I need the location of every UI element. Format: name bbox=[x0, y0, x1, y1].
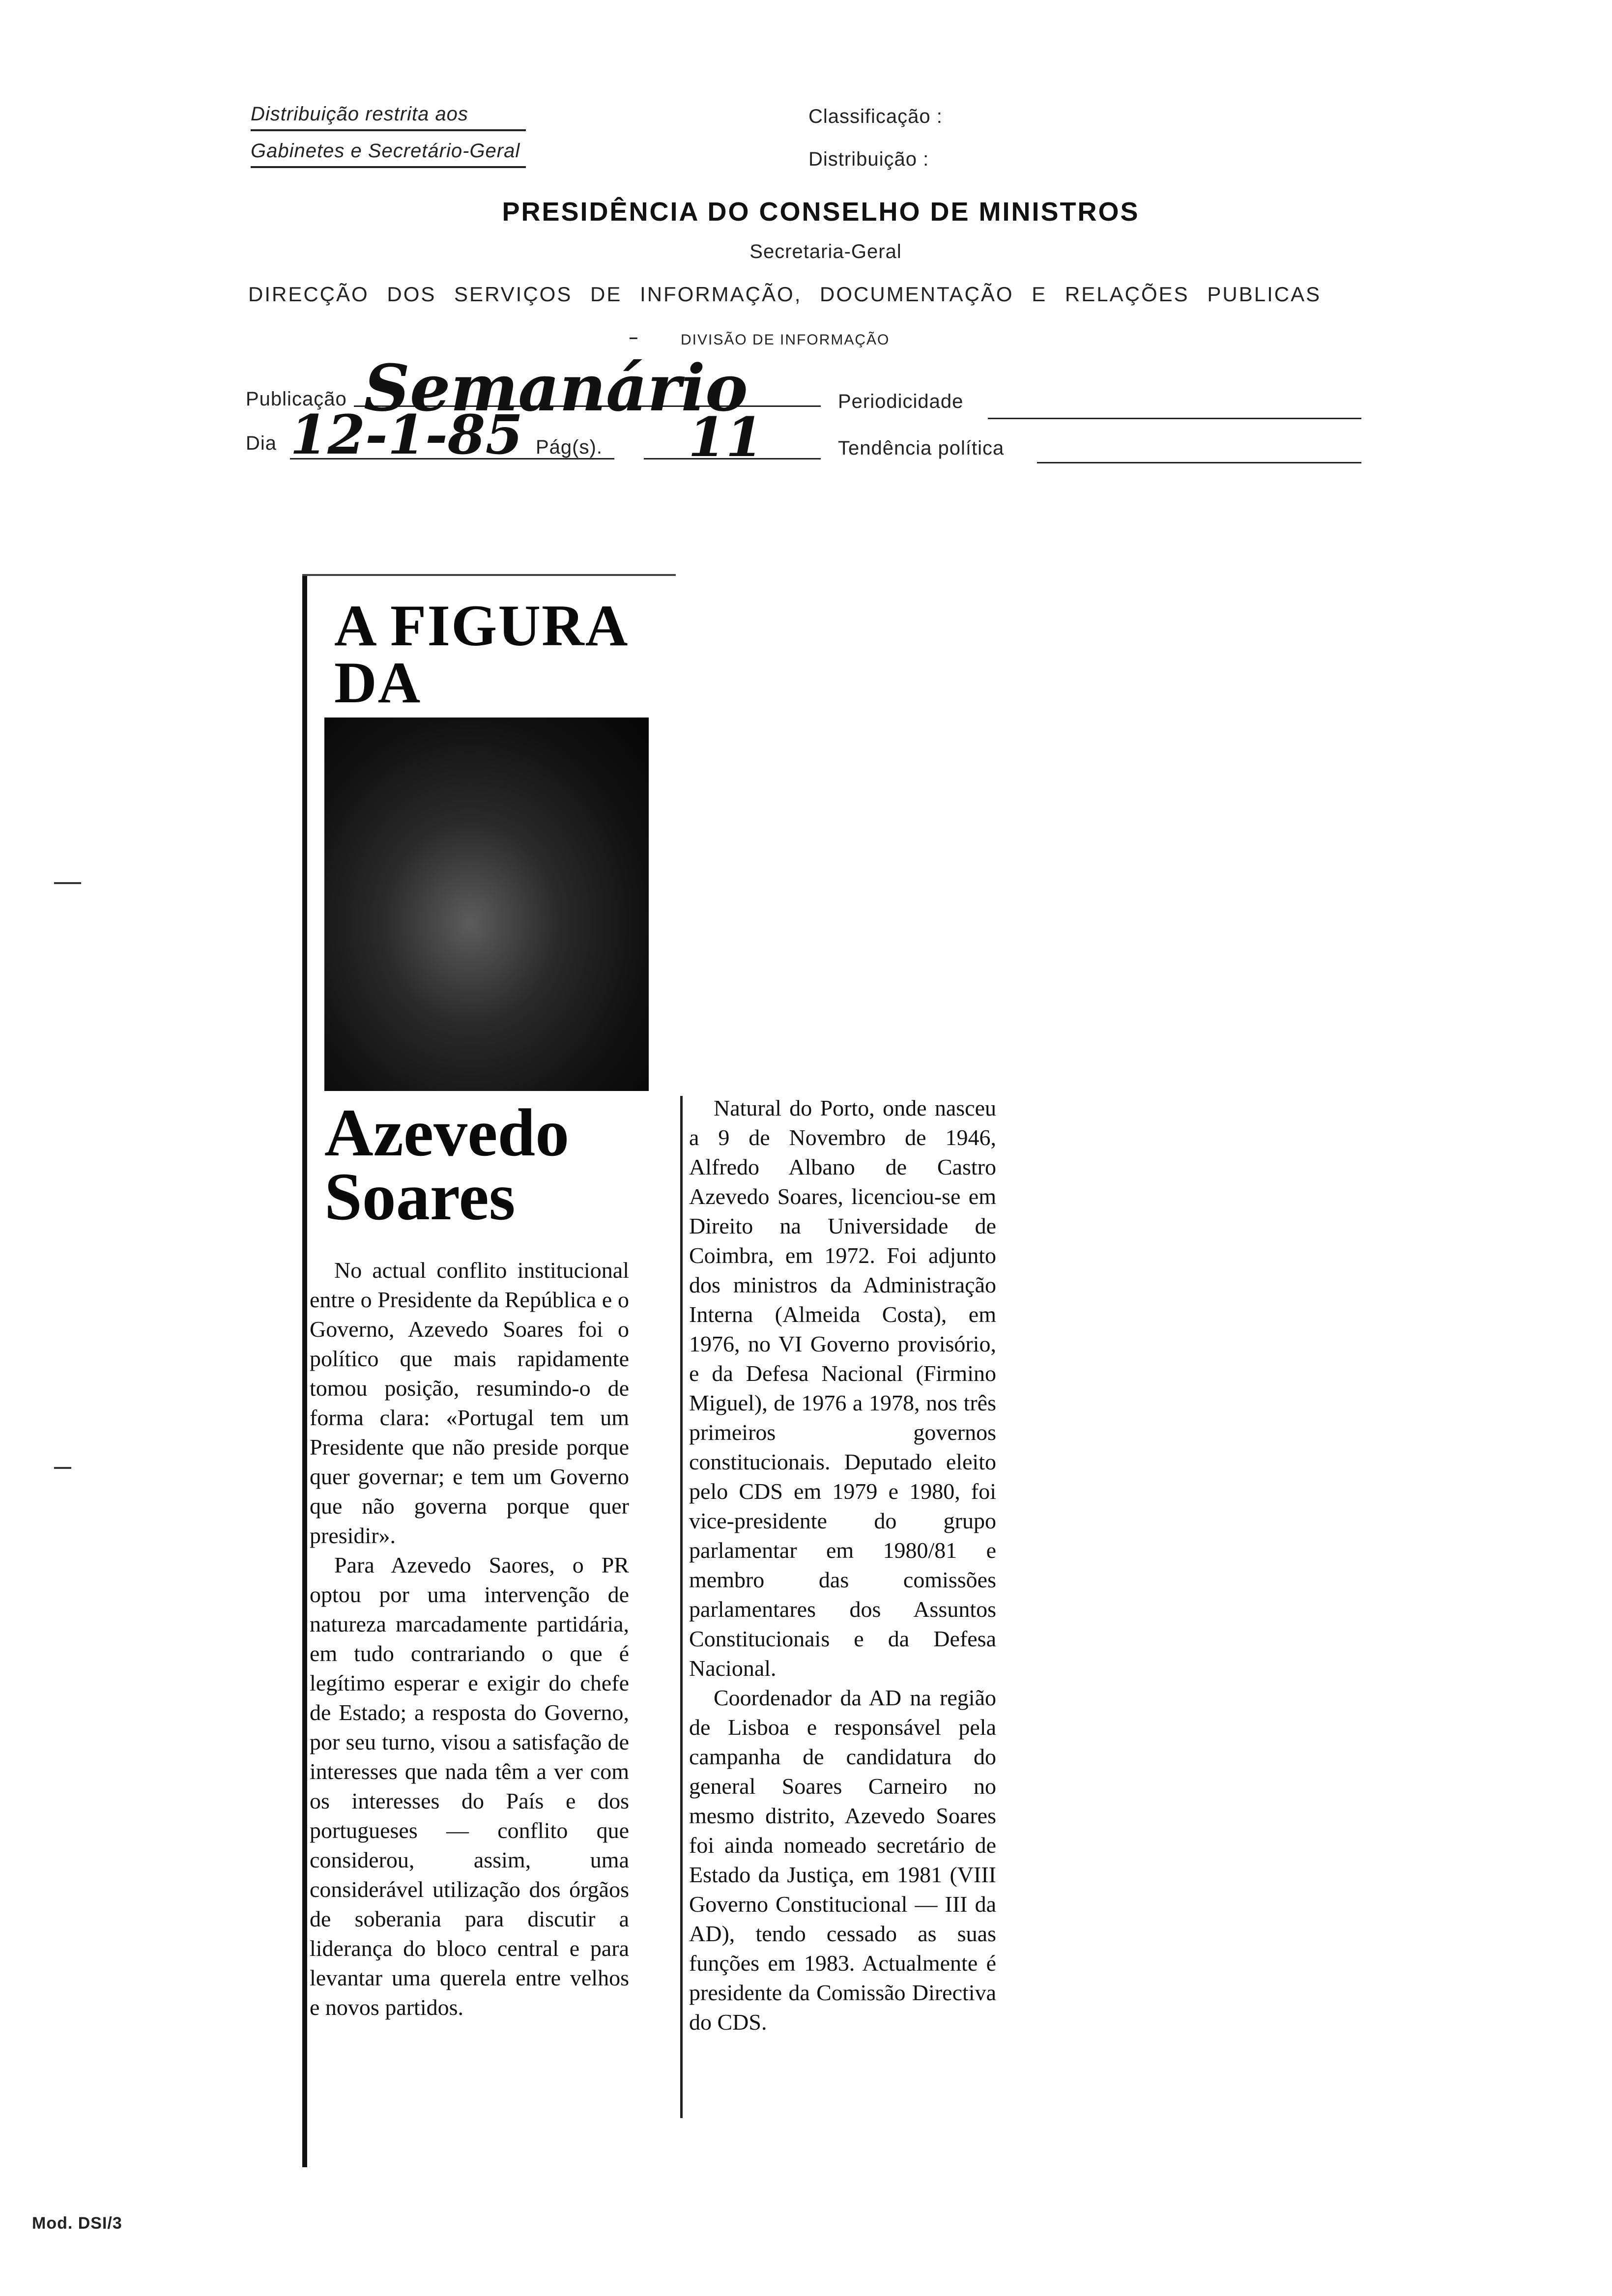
col2-paragraph-2: Coordenador da AD na região de Lisboa e responsável pela campanha de candidatura do general Soares Carneiro no mesmo distrito, Azevedo Soares foi ainda nomeado secretário de Estado da Justiça, em 1981 (VIII Governo Constitucional — III da AD), tendo cessado as suas funções em 1983. Actualmente é presidente da Comissão Directiva do CDS. bbox=[689, 1685, 996, 2035]
periodicidade-label: Periodicidade bbox=[838, 391, 964, 412]
section-title-line-1: A FIGURA bbox=[334, 593, 629, 658]
article-column-2 bbox=[689, 1093, 996, 2037]
col1-paragraph-1: No actual conflito institucional entre o Presidente da República e o Governo, Azevedo Soares foi o político que mais rapidamente tomou posição, resumindo-o de forma clara: «Portugal tem um Presidente que não preside porque quer governar; e tem um Governo que não governa porque quer presidir». bbox=[310, 1258, 629, 1548]
dash-mark: – bbox=[629, 328, 638, 346]
column-divider bbox=[680, 1096, 683, 2118]
dia-handwritten: 12-1-85 bbox=[290, 403, 523, 466]
col2-paragraph-1: Natural do Porto, onde nasceu a 9 de Novembro de 1946, Alfredo Albano de Castro Azevedo Soares, licenciou-se em Direito na Universidade de Coimbra, em 1972. Foi adjunto dos ministros da Administração Interna (Almeida Costa), em 1976, no VI Governo provisório, e da Defesa Nacional (Firmino Miguel), de 1976 a 1978, nos três primeiros governos constitucionais. Deputado eleito pelo CDS em 1979 e 1980, foi vice-presidente do grupo parlamentar em 1980/81 e membro das comissões parlamentares dos Assuntos Constitucionais e da Defesa Nacional. bbox=[689, 1095, 996, 1681]
tendencia-label: Tendência política bbox=[838, 437, 1005, 459]
distribution-note bbox=[251, 103, 526, 168]
pags-handwritten: 11 bbox=[688, 405, 764, 469]
margin-mark-1 bbox=[54, 882, 81, 884]
publicacao-handwritten: Semanário bbox=[364, 350, 748, 426]
org-subtitle: Secretaria-Geral bbox=[749, 241, 902, 262]
distribution-line-1: Distribuição restrita aos bbox=[251, 103, 526, 131]
clipping-top-edge bbox=[302, 574, 676, 576]
pags-label: Pág(s). bbox=[536, 436, 603, 458]
periodicidade-line bbox=[988, 418, 1361, 419]
headline-name-line-1: Azevedo bbox=[324, 1095, 570, 1170]
tendencia-line bbox=[1037, 462, 1361, 463]
directorate-line: DIRECÇÃO DOS SERVIÇOS DE INFORMAÇÃO, DOCUMENTAÇÃO E RELAÇÕES PUBLICAS bbox=[248, 283, 1322, 306]
form-code: Mod. DSI/3 bbox=[32, 2214, 122, 2233]
dia-label: Dia bbox=[246, 432, 277, 454]
distribuicao-label: Distribuição : bbox=[808, 148, 929, 170]
portrait-photo bbox=[324, 718, 649, 1091]
distribution-line-2: Gabinetes e Secretário-Geral bbox=[251, 131, 526, 168]
section-title-line-2: DA bbox=[334, 650, 418, 715]
col1-paragraph-2: Para Azevedo Saores, o PR optou por uma intervenção de natureza marcadamente partidária, em tudo contrariando o que é legítimo esperar e exigir do chefe de Estado; a resposta do Governo, por seu turno, visou a satisfação de interesses que nada têm a ver com os interesses do País e dos portugueses — conflito que considerou, assim, uma considerável utilização dos órgãos de soberania para discutir a liderança do bloco central e para levantar uma querela entre velhos e novos partidos. bbox=[310, 1552, 629, 2020]
publicacao-label: Publicação bbox=[246, 388, 347, 410]
headline-name-line-2: Soares bbox=[324, 1159, 516, 1234]
classificacao-label: Classificação : bbox=[808, 106, 943, 127]
division-line: DIVISÃO DE INFORMAÇÃO bbox=[681, 332, 890, 348]
article-column-1 bbox=[310, 1256, 629, 2022]
margin-mark-2 bbox=[54, 1467, 71, 1469]
headline-name bbox=[324, 1095, 678, 1234]
org-title: PRESIDÊNCIA DO CONSELHO DE MINISTROS bbox=[502, 197, 1140, 227]
